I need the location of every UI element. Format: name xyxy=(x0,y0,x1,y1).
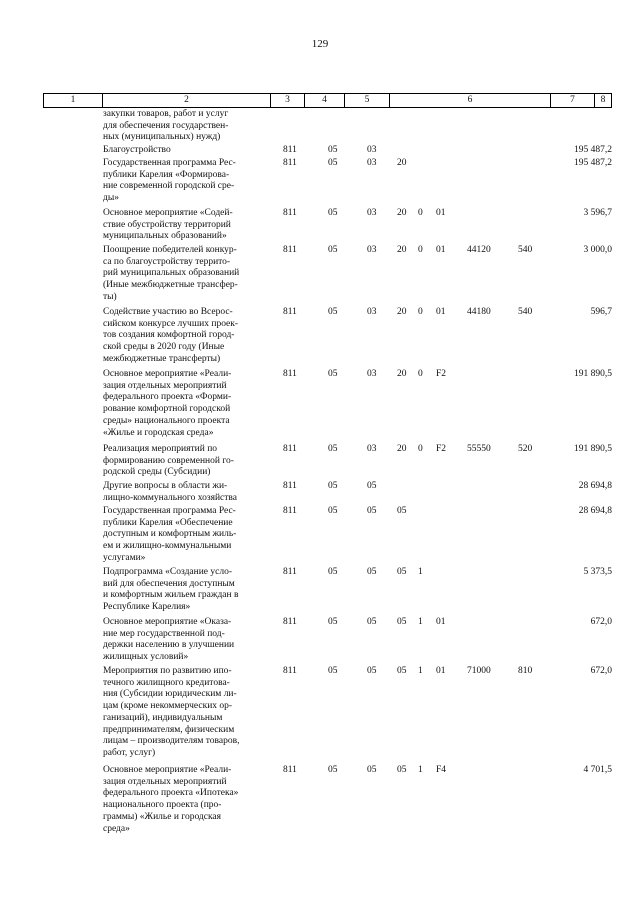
row-rz: 05 xyxy=(328,765,338,775)
row-name: Государственная программа Рес- публики Карелия «Обеспечение доступным и комфортным жиль- ем и жилищно-коммунальными услугами» xyxy=(103,506,237,563)
header-col-8: 8 xyxy=(600,95,606,105)
row-pr: 05 xyxy=(367,617,377,627)
row-p3: 01 xyxy=(436,666,446,676)
row-p2: 1 xyxy=(418,617,423,627)
row-sum: 28 694,8 xyxy=(578,481,612,491)
row-name: Благоустройство xyxy=(103,145,171,155)
row-sum: 191 890,5 xyxy=(574,369,612,379)
row-pr: 05 xyxy=(367,567,377,577)
row-rz: 05 xyxy=(328,617,338,627)
row-name: Государственная программа Рес- публики Карелия «Формирова- ние современной городской сре- ды» xyxy=(103,158,236,204)
row-name: закупки товаров, работ и услуг для обеспечения государствен- ных (муниципальных) нужд) xyxy=(103,109,229,143)
row-grbs: 811 xyxy=(283,481,297,491)
row-grbs: 811 xyxy=(283,444,297,454)
row-name: Основное мероприятие «Содей- ствие обустройству территорий муниципальных образований» xyxy=(103,208,233,242)
row-name: Содействие участию во Всерос- сийском конкурсе лучших проек- тов создания комфортной город- ской среды в 2020 году (Иные межбюджетные трансферты) xyxy=(103,307,239,364)
row-p1: 05 xyxy=(397,506,407,516)
row-p1: 20 xyxy=(397,158,407,168)
row-pr: 03 xyxy=(367,145,377,155)
row-p3: 01 xyxy=(436,307,446,317)
header-col-3: 3 xyxy=(270,94,304,107)
row-name: Основное мероприятие «Реали- зация отдельных мероприятий федерального проекта «Ипотека» национального проекта (про- граммы) «Жилье и городская среда» xyxy=(103,765,239,834)
row-pr: 03 xyxy=(367,245,377,255)
row-grbs: 811 xyxy=(283,158,297,168)
row-pr: 03 xyxy=(367,369,377,379)
row-rz: 05 xyxy=(328,158,338,168)
row-sum: 4 701,5 xyxy=(583,765,612,775)
row-p3: 01 xyxy=(436,208,446,218)
row-rz: 05 xyxy=(328,307,338,317)
row-grbs: 811 xyxy=(283,307,297,317)
row-vr: 520 xyxy=(518,444,533,454)
row-p2: 1 xyxy=(418,765,423,775)
row-p1: 20 xyxy=(397,245,407,255)
row-p1: 20 xyxy=(397,307,407,317)
row-p4: 71000 xyxy=(467,666,491,676)
row-p1: 20 xyxy=(397,444,407,454)
row-p3: F2 xyxy=(436,444,447,454)
row-p2: 0 xyxy=(418,307,423,317)
row-p2: 0 xyxy=(418,208,423,218)
row-sum: 191 890,5 xyxy=(574,444,612,454)
row-grbs: 811 xyxy=(283,145,297,155)
row-p2: 1 xyxy=(418,567,423,577)
row-p1: 05 xyxy=(397,567,407,577)
row-p3: F2 xyxy=(436,369,447,379)
row-p1: 05 xyxy=(397,666,407,676)
row-name: Подпрограмма «Создание усло- вий для обеспечения доступным и комфортным жильем граждан в Республике Карелия» xyxy=(103,567,239,613)
row-sum: 195 487,2 xyxy=(574,145,612,155)
row-pr: 03 xyxy=(367,158,377,168)
row-vr: 810 xyxy=(518,666,533,676)
row-name: Основное мероприятие «Реали- зация отдельных мероприятий федерального проекта «Форми- рование комфортной городской среды» национального проекта «Жилье и городская среда» xyxy=(103,369,232,438)
header-col-2: 2 xyxy=(102,94,270,107)
row-vr: 540 xyxy=(518,307,533,317)
row-grbs: 811 xyxy=(283,208,297,218)
row-p4: 55550 xyxy=(467,444,491,454)
row-sum: 3 596,7 xyxy=(583,208,612,218)
row-name: Основное мероприятие «Оказа- ние мер государственной под- держки населению в улучшении жилищных условий» xyxy=(103,617,235,663)
header-col-4: 4 xyxy=(304,94,344,107)
row-sum: 596,7 xyxy=(590,307,612,317)
row-rz: 05 xyxy=(328,145,338,155)
row-sum: 3 000,0 xyxy=(583,245,612,255)
row-grbs: 811 xyxy=(283,567,297,577)
row-rz: 05 xyxy=(328,208,338,218)
row-sum: 5 373,5 xyxy=(583,567,612,577)
row-pr: 05 xyxy=(367,506,377,516)
row-rz: 05 xyxy=(328,369,338,379)
row-p1: 20 xyxy=(397,208,407,218)
row-p1: 20 xyxy=(397,369,407,379)
row-grbs: 811 xyxy=(283,617,297,627)
row-pr: 03 xyxy=(367,307,377,317)
row-p2: 1 xyxy=(418,666,423,676)
row-p4: 44120 xyxy=(467,245,491,255)
header-col-6: 6 xyxy=(389,94,550,107)
row-pr: 03 xyxy=(367,444,377,454)
row-p2: 0 xyxy=(418,369,423,379)
row-name: Реализация мероприятий по формированию современной го- родской среды (Субсидии) xyxy=(103,444,234,478)
row-rz: 05 xyxy=(328,506,338,516)
header-col-7: 7 xyxy=(550,94,594,107)
row-name: Мероприятия по развитию ипо- течного жилищного кредитова- ния (Субсидии юридическим ли- цам (кроме некоммерческих ор- ганизаций), индивидуальным предпринимателям, физическим лицам – производителям товаров, работ, услуг) xyxy=(103,666,240,758)
row-p3: F4 xyxy=(436,765,447,775)
row-p3: 01 xyxy=(436,617,446,627)
row-p4: 44180 xyxy=(467,307,491,317)
header-col-1: 1 xyxy=(43,94,102,107)
page-number: 129 xyxy=(311,38,329,50)
row-p2: 0 xyxy=(418,444,423,454)
row-grbs: 811 xyxy=(283,245,297,255)
row-grbs: 811 xyxy=(283,765,297,775)
header-col-5: 5 xyxy=(344,94,389,107)
row-rz: 05 xyxy=(328,567,338,577)
row-rz: 05 xyxy=(328,245,338,255)
row-grbs: 811 xyxy=(283,506,297,516)
row-sum: 672,0 xyxy=(590,666,612,676)
row-p3: 01 xyxy=(436,245,446,255)
row-sum: 672,0 xyxy=(590,617,612,627)
row-p1: 05 xyxy=(397,765,407,775)
row-pr: 05 xyxy=(367,666,377,676)
row-name: Другие вопросы в области жи- лищно-коммунального хозяйства xyxy=(103,481,237,503)
row-rz: 05 xyxy=(328,481,338,491)
row-p1: 05 xyxy=(397,617,407,627)
row-rz: 05 xyxy=(328,444,338,454)
row-pr: 03 xyxy=(367,208,377,218)
row-grbs: 811 xyxy=(283,666,297,676)
row-sum: 195 487,2 xyxy=(574,158,612,168)
row-pr: 05 xyxy=(367,765,377,775)
row-vr: 540 xyxy=(518,245,533,255)
row-grbs: 811 xyxy=(283,369,297,379)
row-name: Поощрение победителей конкур- са по благоустройству террито- рий муниципальных образований (Иные межбюджетные трансфер- ты) xyxy=(103,245,240,302)
row-pr: 05 xyxy=(367,481,377,491)
row-sum: 28 694,8 xyxy=(578,506,612,516)
row-rz: 05 xyxy=(328,666,338,676)
row-p2: 0 xyxy=(418,245,423,255)
